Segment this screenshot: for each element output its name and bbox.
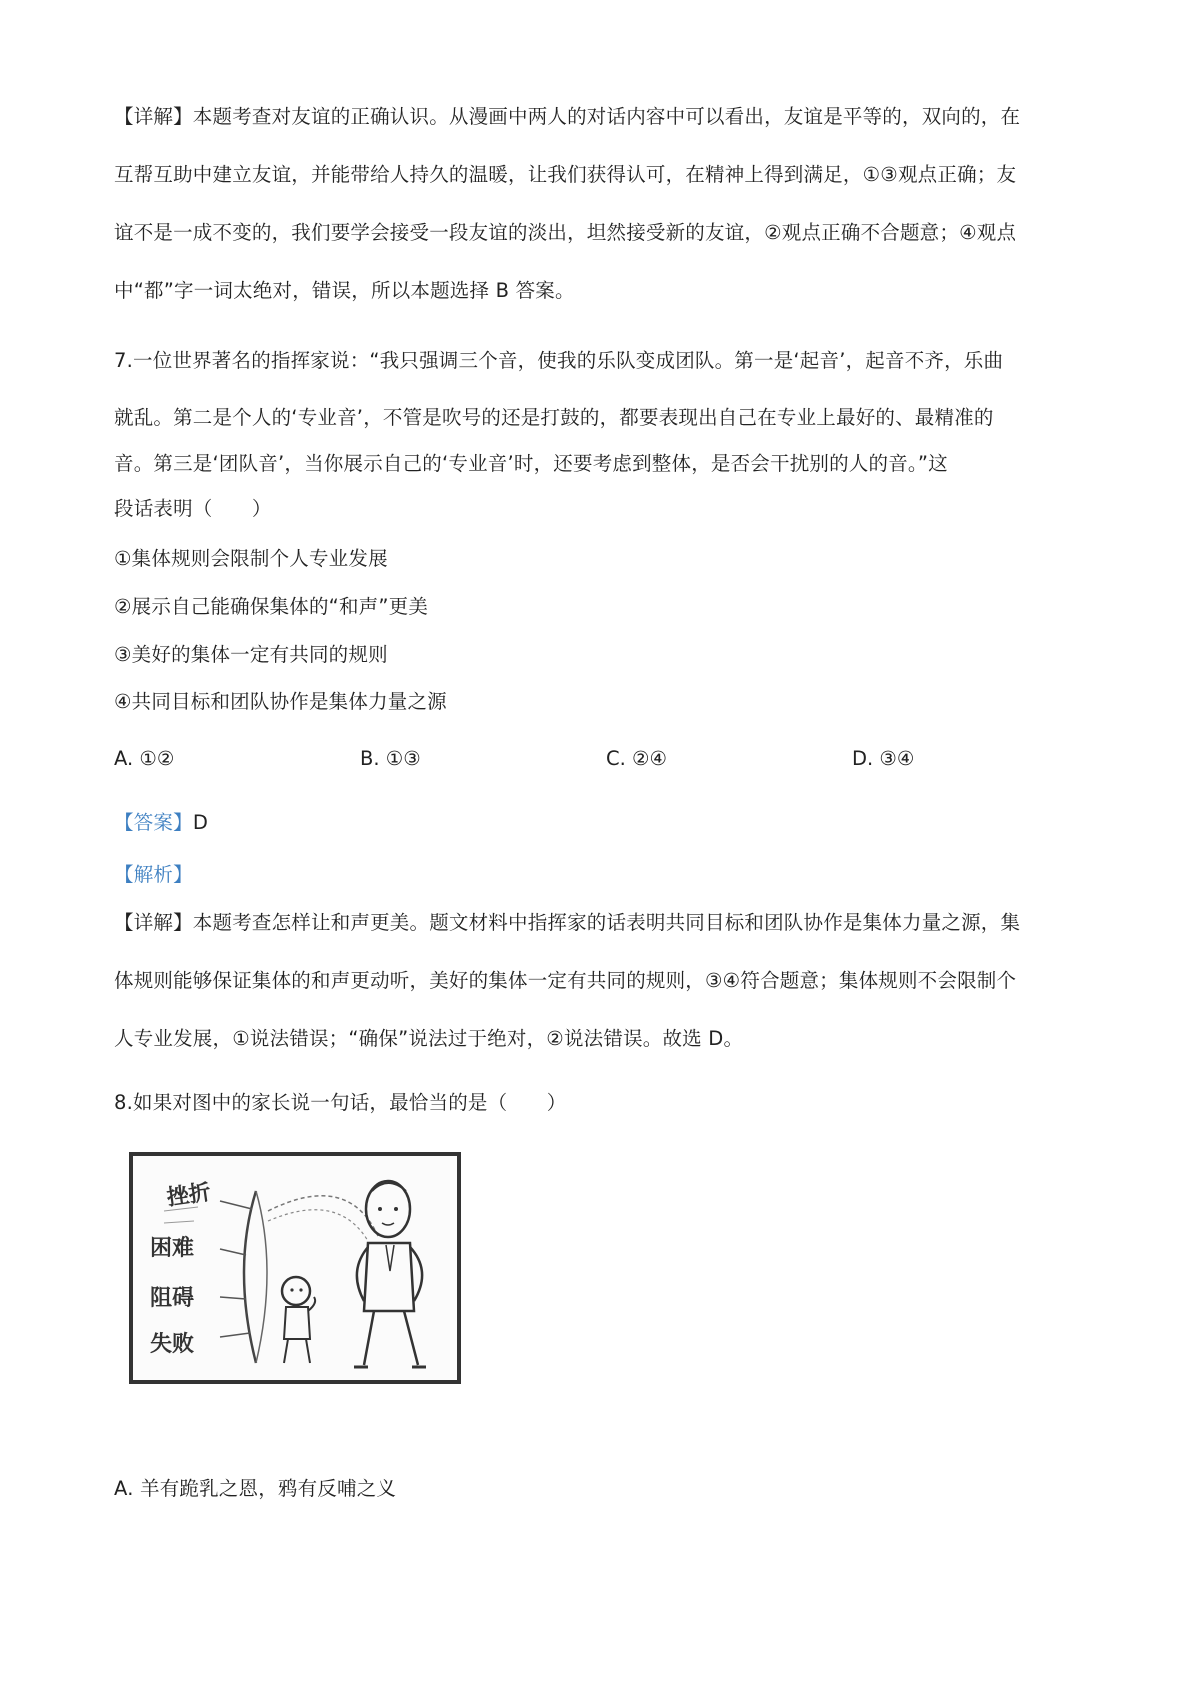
question-7-stem: 音。第三是‘团队音’，当你展示自己的‘专业音’时，还要考虑到整体，是否会干扰别的人的音。”这 bbox=[114, 452, 948, 475]
statement-3: ③美好的集体一定有共同的规则 bbox=[114, 643, 388, 666]
statement-2: ②展示自己能确保集体的“和声”更美 bbox=[114, 595, 429, 618]
label-failure: 失败 bbox=[150, 1332, 195, 1357]
detail-line: 中“都”字一词太绝对，错误，所以本题选择 B 答案。 bbox=[114, 279, 575, 302]
statement-4: ④共同目标和团队协作是集体力量之源 bbox=[114, 690, 447, 713]
option-a: A. ①② bbox=[114, 747, 175, 770]
cartoon-figure bbox=[128, 1151, 462, 1385]
question-7-stem: 段话表明（ ） bbox=[114, 497, 272, 520]
detail-line: 人专业发展，①说法错误；“确保”说法过于绝对，②说法错误。故选 D。 bbox=[114, 1027, 744, 1050]
option-c: C. ②④ bbox=[606, 747, 667, 770]
label-obstacle: 阻碍 bbox=[150, 1286, 195, 1311]
question-7-stem: 7.一位世界著名的指挥家说：“我只强调三个音，使我的乐队变成团队。第一是‘起音’，起音不齐，乐曲 bbox=[114, 349, 1004, 372]
option-b: B. ①③ bbox=[360, 747, 421, 770]
detail-line: 谊不是一成不变的，我们要学会接受一段友谊的淡出，坦然接受新的友谊，②观点正确不合题意；④观点 bbox=[114, 221, 1017, 244]
detail-line: 体规则能够保证集体的和声更动听，美好的集体一定有共同的规则，③④符合题意；集体规则不会限制个 bbox=[114, 969, 1017, 992]
detail-line: 互帮互助中建立友谊，并能带给人持久的温暖，让我们获得认可，在精神上得到满足，①③观点正确；友 bbox=[114, 163, 1017, 186]
label-difficulty: 困难 bbox=[150, 1236, 195, 1261]
statement-1: ①集体规则会限制个人专业发展 bbox=[114, 547, 388, 570]
option-d: D. ③④ bbox=[852, 747, 915, 770]
question-7-stem: 就乱。第二是个人的‘专业音’，不管是吹号的还是打鼓的，都要表现出自己在专业上最好的、最精准的 bbox=[114, 406, 994, 429]
detail-line: 【详解】本题考查怎样让和声更美。题文材料中指挥家的话表明共同目标和团队协作是集体力量之源，集 bbox=[114, 911, 1021, 934]
question-8-stem: 8.如果对图中的家长说一句话，最恰当的是（ ） bbox=[114, 1091, 567, 1114]
answer-label: 【答案】 bbox=[114, 811, 193, 834]
analysis-label: 【解析】 bbox=[114, 863, 193, 886]
cartoon-drawing bbox=[128, 1151, 462, 1385]
answer-value: D bbox=[192, 811, 209, 834]
answer-row bbox=[114, 810, 208, 836]
detail-line: 【详解】本题考查对友谊的正确认识。从漫画中两人的对话内容中可以看出，友谊是平等的，双向的，在 bbox=[114, 105, 1021, 128]
q8-option-a: A. 羊有跪乳之恩，鸦有反哺之义 bbox=[114, 1477, 397, 1500]
label-setback: 挫折 bbox=[165, 1180, 213, 1211]
